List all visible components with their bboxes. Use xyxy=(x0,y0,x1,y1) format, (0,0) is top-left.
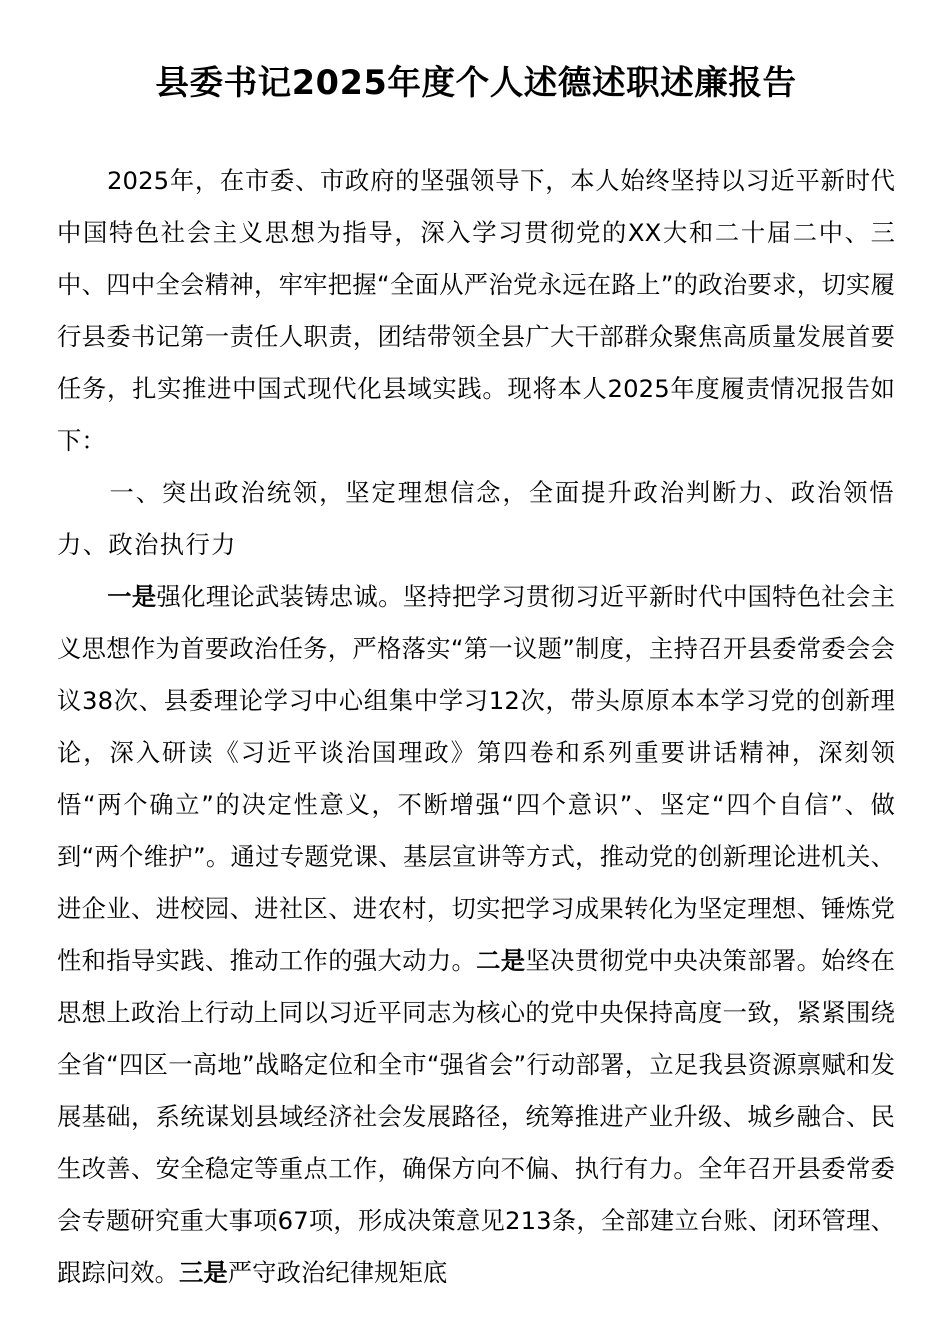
lead-marker-three: 三是 xyxy=(178,1258,228,1287)
lead-marker-one: 一是 xyxy=(107,582,157,611)
paragraph-section-one-body xyxy=(57,571,895,1299)
lead-run-one: 强化理论武装铸忠诚。坚持把学习贯彻习近平新时代中国特色社会主义思想作为首要政治任务，严格落实“第一议题”制度，主持召开县委常委会会议38次、县委理论学习中心组集中学习12次，带头原原本本学习党的创新理论，深入研读《习近平谈治国理政》第四卷和系列重要讲话精神，深刻领悟“两个确立”的决定性意义，不断增强“四个意识”、坚定“四个自信”、做到“两个维护”。通过专题党课、基层宣讲等方式，推动党的创新理论进机关、进企业、进校园、进社区、进农村，切实把学习成果转化为坚定理想、锤炼党性和指导实践、推动工作的强大动力。 xyxy=(57,582,895,975)
lead-run-three: 严守政治纪律规矩底 xyxy=(227,1258,448,1287)
lead-marker-two: 二是 xyxy=(476,946,526,975)
paragraph-intro xyxy=(57,155,895,467)
section-heading-one xyxy=(57,467,895,571)
paragraph-intro-text: 2025年，在市委、市政府的坚强领导下，本人始终坚持以习近平新时代中国特色社会主义思想为指导，深入学习贯彻党的XX大和二十届二中、三中、四中全会精神，牢牢把握“全面从严治党永远在路上”的政治要求，切实履行县委书记第一责任人职责，团结带领全县广大干部群众聚焦高质量发展首要任务，扎实推进中国式现代化县域实践。现将本人2025年度履责情况报告如下： xyxy=(57,166,895,455)
lead-run-two: 坚决贯彻党中央决策部署。始终在思想上政治上行动上同以习近平同志为核心的党中央保持高度一致，紧紧围绕全省“四区一高地”战略定位和全市“强省会”行动部署，立足我县资源禀赋和发展基础，系统谋划县域经济社会发展路径，统筹推进产业升级、城乡融合、民生改善、安全稳定等重点工作，确保方向不偏、执行有力。全年召开县委常委会专题研究重大事项67项，形成决策意见213条，全部建立台账、闭环管理、跟踪问效。 xyxy=(57,946,895,1287)
page-title: 县委书记2025年度个人述德述职述廉报告 xyxy=(155,63,797,102)
section-heading-one-text: 一、突出政治统领，坚定理想信念，全面提升政治判断力、政治领悟力、政治执行力 xyxy=(57,478,895,559)
document-body xyxy=(57,155,895,1299)
